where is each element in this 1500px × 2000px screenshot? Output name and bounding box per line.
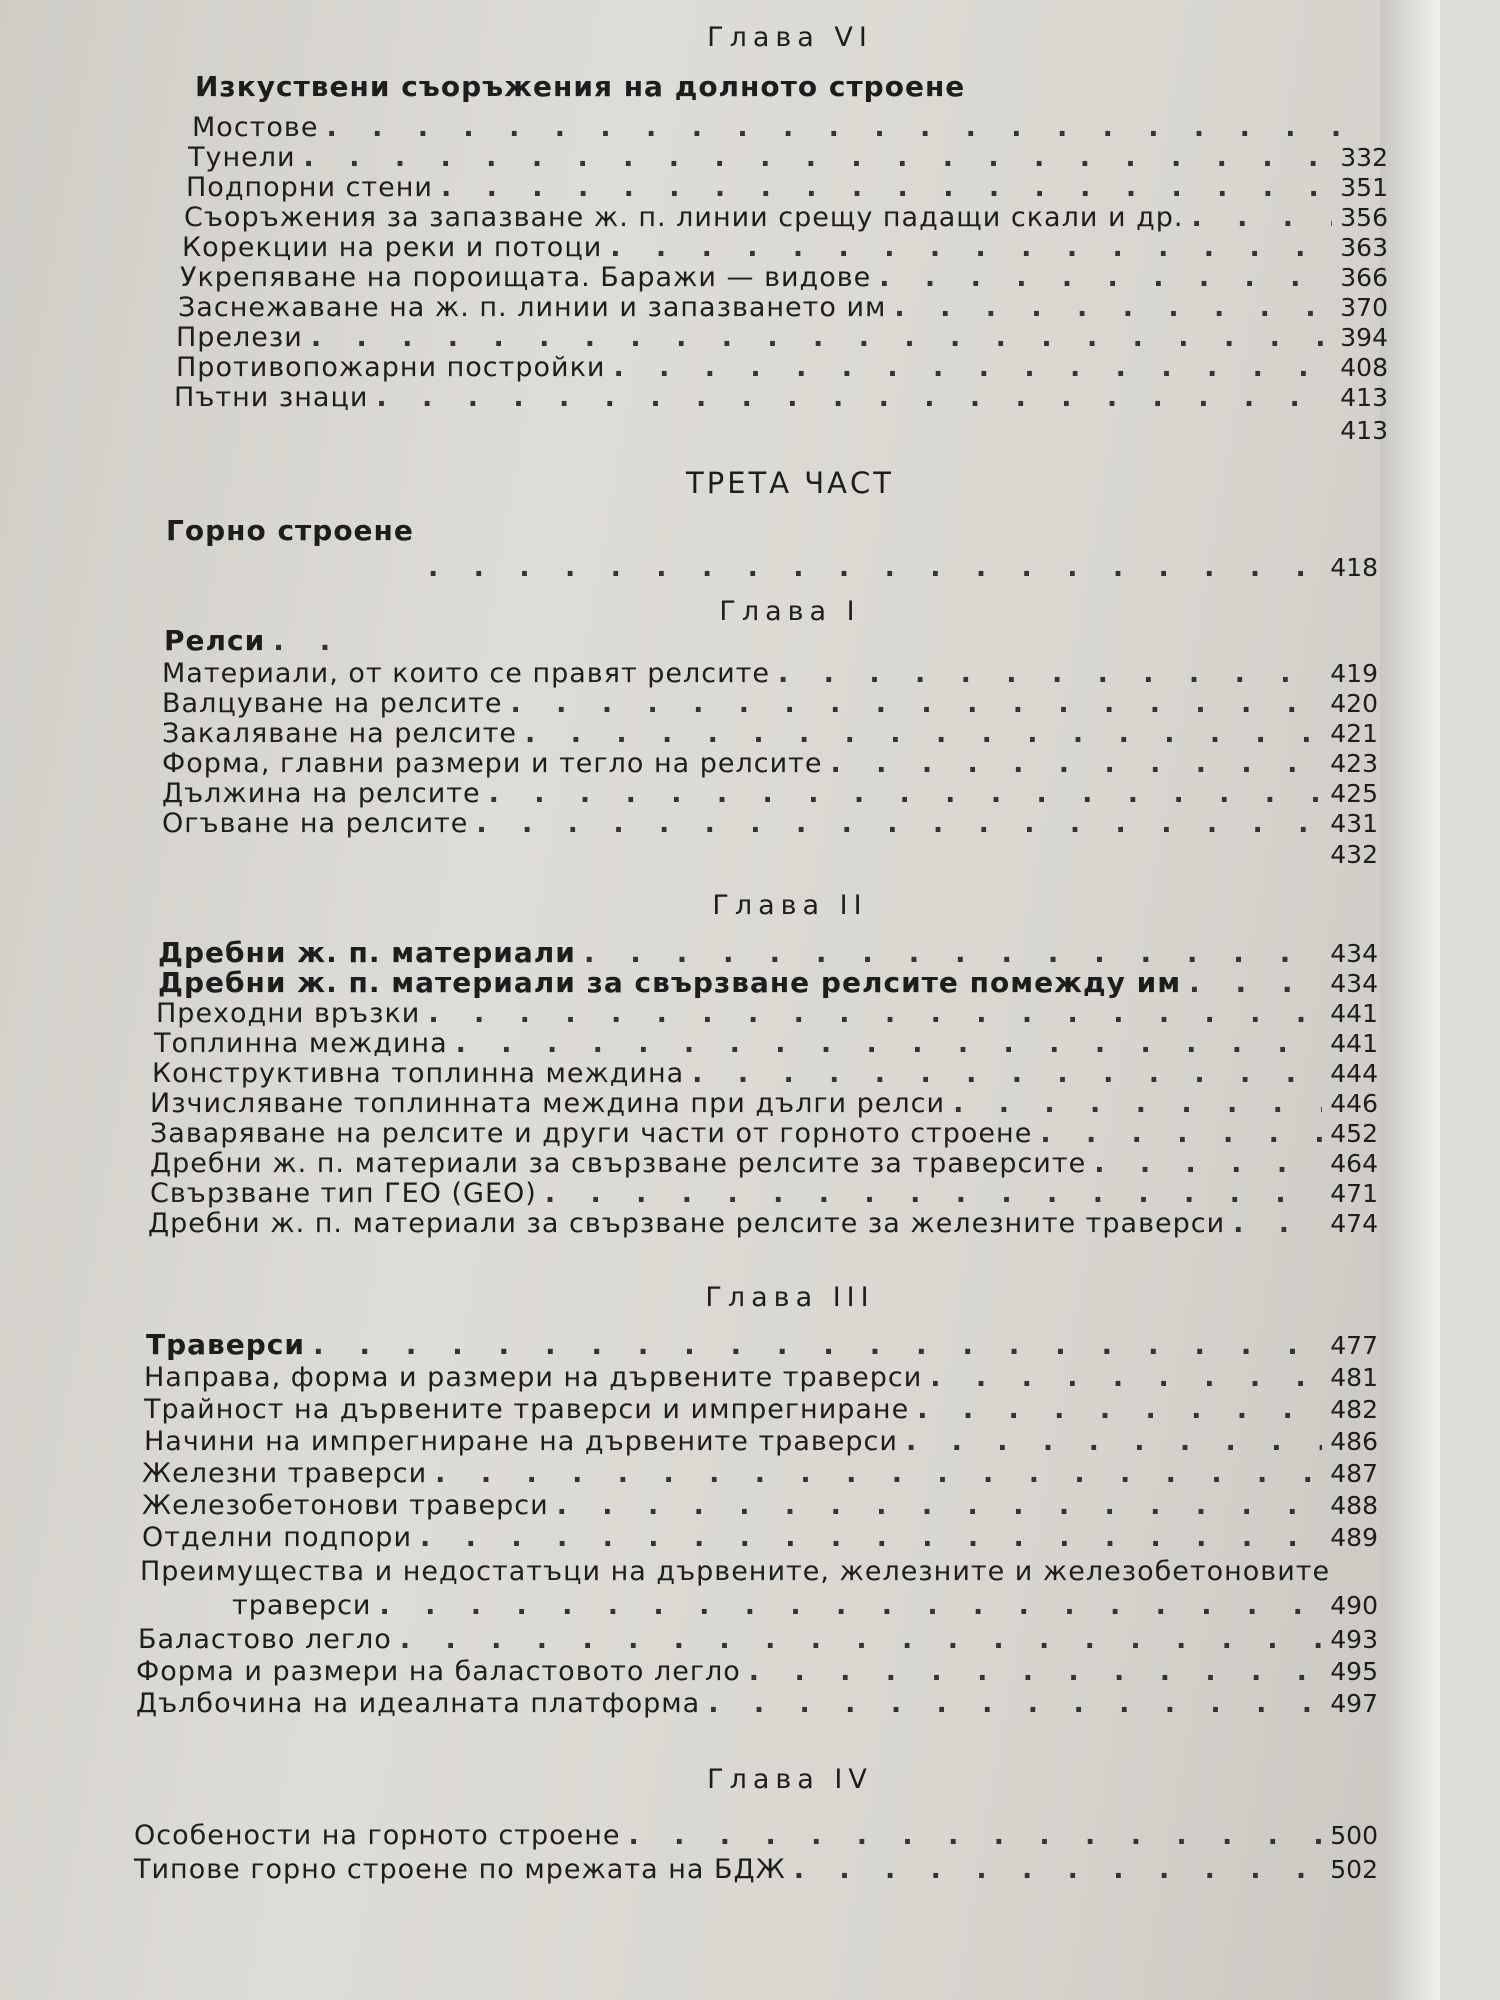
chapter-i-title [164, 624, 341, 657]
toc-entry-page: 488 [1330, 1491, 1378, 1520]
toc-entry-page: 419 [1330, 659, 1378, 688]
toc-entry [162, 658, 1378, 689]
toc-entry [154, 1028, 1378, 1059]
chapter-ii-title: Дребни ж. п. материали [158, 936, 576, 969]
toc-page-number: 413 [1340, 416, 1388, 445]
chapter-ii-subtitle-row [158, 966, 1378, 999]
toc-entry [174, 382, 1388, 413]
toc-entry [148, 1208, 1378, 1239]
chapter-ii-subtitle: Дребни ж. п. материали за свързване релсите помежду им [158, 966, 1182, 999]
toc-entry-page: 441 [1330, 999, 1378, 1028]
toc-entry [162, 688, 1378, 719]
toc-entry [152, 1058, 1378, 1089]
toc-entry-page: 420 [1330, 689, 1378, 718]
toc-entry-label: Противопожарни постройки [176, 352, 606, 383]
toc-entry [186, 172, 1388, 203]
toc-entry [138, 1624, 1378, 1655]
toc-entry-label: Материали, от които се правят релсите [162, 658, 770, 689]
toc-entry-label: Дребни ж. п. материали за свързване релсите за железните траверси [148, 1208, 1226, 1239]
toc-entry-page: 464 [1330, 1149, 1378, 1178]
chapter-ii-heading: Глава II [712, 890, 868, 921]
toc-entry [178, 292, 1388, 323]
toc-entry-label: Изчисляване топлинната междина при дълги релси [150, 1088, 946, 1119]
toc-entry-page: 452 [1330, 1119, 1378, 1148]
toc-entry-page: 418 [1330, 553, 1378, 582]
chapter-i-heading: Глава I [719, 596, 861, 627]
toc-entry-page: 502 [1330, 1855, 1378, 1884]
toc-entry [184, 202, 1388, 233]
toc-entry-page: 497 [1330, 1689, 1378, 1718]
toc-entry-page: 493 [1330, 1625, 1378, 1654]
toc-entry-page: 495 [1330, 1657, 1378, 1686]
toc-entry-label: Корекции на реки и потоци [182, 232, 603, 263]
toc-entry [144, 1362, 1378, 1393]
toc-entry-label: Форма и размери на баластовото легло [136, 1656, 741, 1687]
toc-entry-label: Направа, форма и размери на дървените траверси [144, 1362, 923, 1393]
toc-entry-page: 425 [1330, 779, 1378, 808]
toc-entry-page: 394 [1340, 323, 1388, 352]
toc-entry-page: 370 [1340, 293, 1388, 322]
toc-entry [134, 1854, 1378, 1885]
chapter-iv-heading: Глава IV [707, 1764, 873, 1795]
toc-entry [162, 748, 1378, 779]
toc-entry-label: Типове горно строене по мрежата на БДЖ [134, 1854, 786, 1885]
toc-entry-page: 351 [1340, 173, 1388, 202]
toc-entry-label: Заваряване на релсите и други части от горното строене [150, 1118, 1033, 1149]
toc-entry-label: Железни траверси [142, 1458, 428, 1489]
toc-entry-label: Укрепяване на пороищата. Баражи — видове [180, 262, 872, 293]
toc-entry-page: 356 [1340, 203, 1388, 232]
toc-entry-page: 423 [1330, 749, 1378, 778]
toc-entry-page: 477 [1330, 1331, 1378, 1360]
toc-entry-label: Топлинна междина [154, 1028, 448, 1059]
toc-entry-page: 487 [1330, 1459, 1378, 1488]
chapter-iii-heading: Глава III [705, 1282, 875, 1313]
toc-entry-page: 474 [1330, 1209, 1378, 1238]
toc-entry-page: 434 [1330, 939, 1378, 968]
chapter-vi-title: Изкуствени съоръжения на долното строене [195, 70, 966, 103]
toc-entry-label: Баластово легло [138, 1624, 392, 1655]
toc-entry-label: Свързване тип ГЕО (GEO) [150, 1178, 537, 1209]
toc-entry [182, 232, 1388, 263]
page-edge-shadow [1380, 0, 1440, 2000]
toc-entry-page: 332 [1340, 143, 1388, 172]
toc-entry-page: 500 [1330, 1821, 1378, 1850]
toc-entry-label: Форма, главни размери и тегло на релсите [162, 748, 823, 779]
part-three-title: Горно строене [166, 514, 414, 547]
toc-entry [162, 778, 1378, 809]
toc-entry-page: 434 [1330, 969, 1378, 998]
toc-entry-label: Огъване на релсите [162, 808, 469, 839]
toc-entry [142, 1490, 1378, 1521]
chapter-ii-title-row [158, 936, 1378, 969]
toc-entry [142, 1522, 1378, 1553]
toc-entry [188, 142, 1388, 173]
toc-entry-label: Пътни знаци [174, 382, 369, 413]
toc-entry [162, 808, 1378, 839]
chapter-iii-title: Траверси [146, 1328, 306, 1361]
toc-entry-label: траверси [232, 1590, 372, 1621]
toc-entry-label: Дължина на релсите [162, 778, 481, 809]
toc-entry-page: 408 [1340, 353, 1388, 382]
toc-entry-long-line1: Преимущества и недостатъци на дървените, железните и железобетоновите [140, 1556, 1331, 1587]
toc-entry-page: 366 [1340, 263, 1388, 292]
toc-entry-page: 431 [1330, 809, 1378, 838]
toc-entry-page: 482 [1330, 1395, 1378, 1424]
chapter-iii-title-row [146, 1328, 1378, 1361]
toc-entry [134, 1820, 1378, 1851]
toc-entry-page: 413 [1340, 383, 1388, 412]
toc-entry [176, 322, 1388, 353]
toc-entry-label: Съоръжения за запазване ж. п. линии срещу падащи скали и др. [184, 202, 1184, 233]
toc-entry [142, 1458, 1378, 1489]
toc-entry-label: Железобетонови траверси [142, 1490, 549, 1521]
toc-entry-label: Подпорни стени [186, 172, 433, 203]
toc-entry-label: Заснежаване на ж. п. линии и запазването им [178, 292, 887, 323]
toc-entry [136, 1688, 1378, 1719]
toc-entry-label: Валцуване на релсите [162, 688, 503, 719]
toc-entry [150, 1118, 1378, 1149]
toc-entry [136, 1656, 1378, 1687]
toc-entry-page: 421 [1330, 719, 1378, 748]
toc-entry [150, 1148, 1378, 1179]
toc-entry [144, 1394, 1378, 1425]
toc-entry-label: Преходни връзки [156, 998, 421, 1029]
toc-entry-page: 363 [1340, 233, 1388, 262]
toc-entry-label: Мостове [192, 112, 319, 143]
toc-entry-page: 441 [1330, 1029, 1378, 1058]
toc-entry-page: 486 [1330, 1427, 1378, 1456]
toc-entry-label: Особености на горното строене [134, 1820, 621, 1851]
toc-entry-label: Конструктивна топлинна междина [152, 1058, 685, 1089]
toc-entry [150, 1178, 1378, 1209]
toc-entry-label: Трайност на дървените траверси и импрегниране [144, 1394, 910, 1425]
toc-entry-label: Закаляване на релсите [162, 718, 518, 749]
toc-page-number: 432 [1330, 840, 1378, 869]
toc-entry-page: 489 [1330, 1523, 1378, 1552]
toc-entry-label: Дълбочина на идеалната платформа [136, 1688, 701, 1719]
toc-entry [176, 352, 1388, 383]
toc-entry [156, 998, 1378, 1029]
toc-entry-label: Начини на импрегниране на дървените траверси [144, 1426, 898, 1457]
toc-entry-page: 446 [1330, 1089, 1378, 1118]
toc-entry [162, 718, 1378, 749]
toc-entry-label: Прелези [176, 322, 303, 353]
toc-entry-page: 471 [1330, 1179, 1378, 1208]
toc-entry-page: 490 [1330, 1591, 1378, 1620]
toc-entry-page: 481 [1330, 1363, 1378, 1392]
toc-entry-label: Дребни ж. п. материали за свързване релсите за траверсите [150, 1148, 1087, 1179]
toc-entry [192, 112, 1355, 143]
chapter-vi-heading: Глава VI [707, 22, 873, 53]
chapter-i-title-text: Релси [164, 624, 266, 657]
toc-entry-page: 444 [1330, 1059, 1378, 1088]
toc-entry [180, 262, 1388, 293]
part-three-heading: ТРЕТА ЧАСТ [686, 466, 894, 500]
toc-entry-label: Отделни подпори [142, 1522, 412, 1553]
toc-entry [144, 1426, 1378, 1457]
toc-entry [232, 1590, 1378, 1621]
toc-entry-label: Тунели [188, 142, 296, 173]
part-three-leader [420, 552, 1378, 583]
toc-entry [150, 1088, 1378, 1119]
